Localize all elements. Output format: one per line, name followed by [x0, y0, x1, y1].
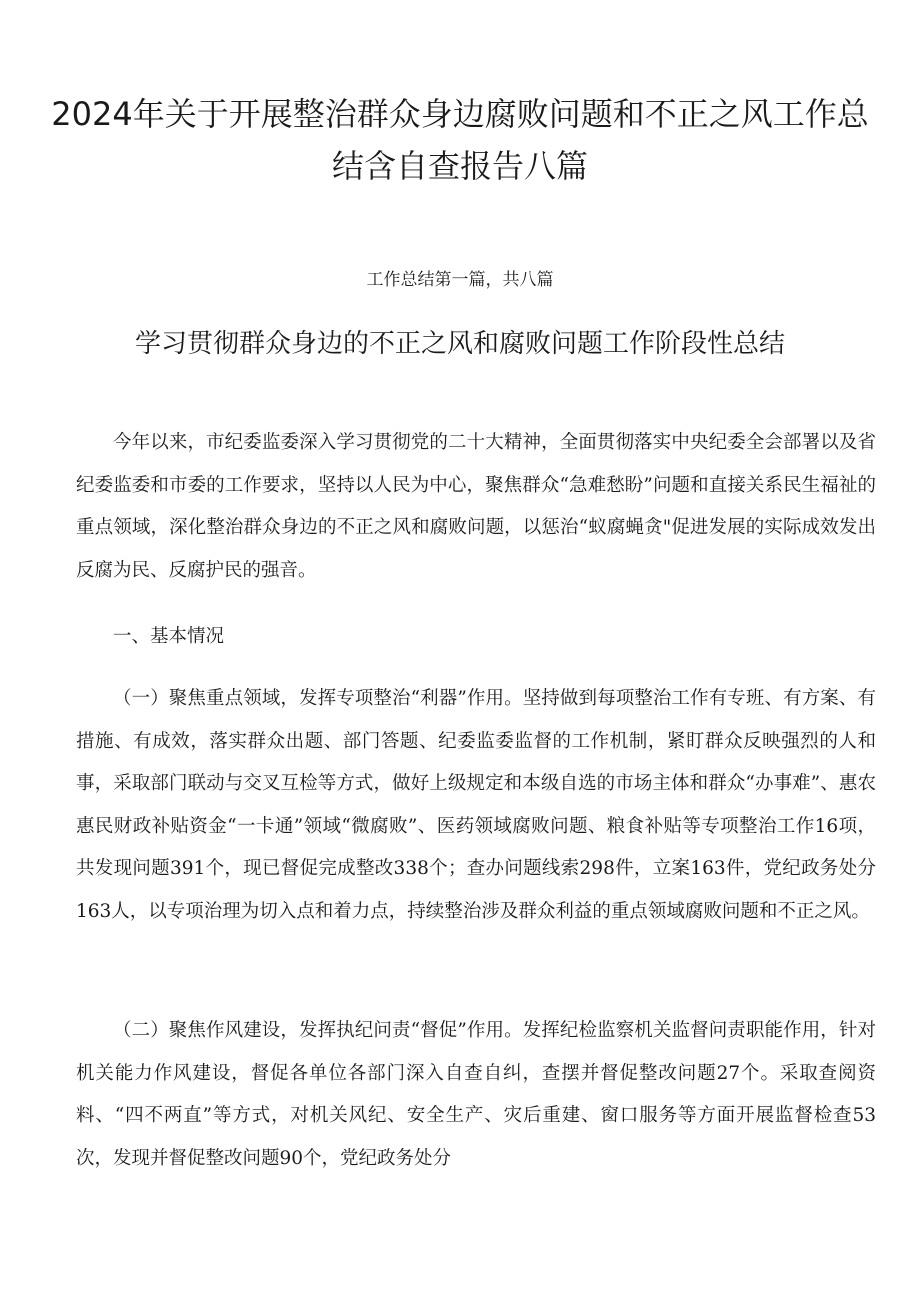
document-main-title: 2024年关于开展整治群众身边腐败问题和不正之风工作总结含自查报告八篇 [51, 95, 869, 185]
section-title: 学习贯彻群众身边的不正之风和腐败问题工作阶段性总结 [134, 329, 785, 359]
series-label: 工作总结第一篇，共八篇 [366, 270, 554, 290]
paragraph-focus-work-style: （二）聚焦作风建设，发挥执纪问责“督促”作用。发挥纪检监察机关监督问责职能作用，针对机关能力作风建设，督促各单位各部门深入自查自纠，查摆并督促整改问题27个。采取查阅资料、“四不两直”等方式，对机关风纪、安全生产、灾后重建、窗口服务等方面开展监督检查53次，发现并督促整改问题90个，党纪政务处分 [76, 1020, 876, 1169]
paragraph-intro: 今年以来，市纪委监委深入学习贯彻党的二十大精神，全面贯彻落实中央纪委全会部署以及省纪委监委和市委的工作要求，坚持以人民为中心，聚焦群众“急难愁盼”问题和直接关系民生福祉的重点领域，深化整治群众身边的不正之风和腐败问题，以惩治“蚁腐蝇贪"促进发展的实际成效发出反腐为民、反腐护民的强音。 [76, 432, 876, 581]
paragraph-focus-key-areas: （一）聚焦重点领域，发挥专项整治“利器”作用。坚持做到每项整治工作有专班、有方案、有措施、有成效，落实群众出题、部门答题、纪委监委监督的工作机制，紧盯群众反映强烈的人和事，采取部门联动与交叉互检等方式，做好上级规定和本级自选的市场主体和群众“办事难”、惠农惠民财政补贴资金“一卡通”领域“微腐败”、医药领域腐败问题、粮食补贴等专项整治工作16项，共发现问题391个，现已督促完成整改338个；查办问题线索298件，立案163件，党纪政务处分163人，以专项治理为切入点和着力点，持续整治涉及群众利益的重点领域腐败问题和不正之风。 [76, 688, 876, 922]
section-heading-basic: 一、基本情况 [113, 626, 225, 647]
